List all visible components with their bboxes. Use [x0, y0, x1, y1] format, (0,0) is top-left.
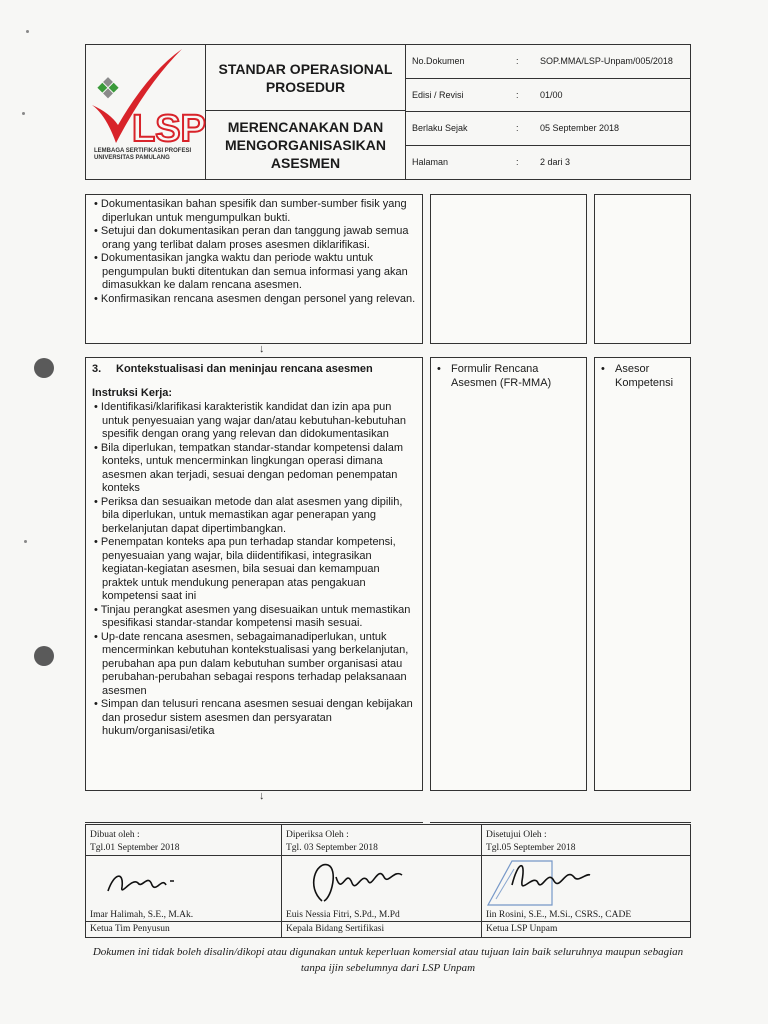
list-item: • Identifikasi/klarifikasi karakteristik kandidat dan izin apa pun untuk penyesuaian yang wajar dan/atau kebutuhan-kebutuhan spesifik dengan orang yang relevan dan didokumentasikan [92, 401, 416, 442]
signature-approved-by: Disetujui Oleh : Tgl.05 September 2018 Iin Rosini, S.E., M.Si., CSRS., CADE Ketua LSP Unpam [482, 825, 690, 937]
flow-arrow: ↓ [259, 790, 265, 802]
step-3-responsible-box: • Asesor Kompetensi [594, 357, 691, 791]
prev-responsible-box [594, 194, 691, 344]
meta-row-effective-date: Berlaku Sejak : 05 September 2018 [406, 112, 691, 146]
stamp-and-signature [482, 855, 602, 911]
list-item: • Simpan dan telusuri rencana asesmen sesuai dengan kebijakan dan prosedur sistem asesmen dan persyaratan hukum/organisasi/etika [92, 698, 416, 739]
list-item: • Periksa dan sesuaikan metode dan alat asesmen yang dipilih, bila diperlukan, untuk memastikan agar penerapan yang berkelanjutan dapat dipertimbangkan. [92, 496, 416, 537]
signature-prepared-by: Dibuat oleh : Tgl.01 September 2018 Imar Halimah, S.E., M.Ak. Ketua Tim Penyusun [86, 825, 282, 937]
meta-row-edition: Edisi / Revisi : 01/00 [406, 79, 691, 113]
scan-speck [26, 30, 29, 33]
punch-hole [34, 646, 54, 666]
logo-caption: LEMBAGA SERTIFIKASI PROFESI UNIVERSITAS PAMULANG [94, 148, 192, 161]
meta-row-page: Halaman : 2 dari 3 [412, 157, 571, 168]
svg-text:LSP: LSP [132, 108, 206, 149]
signature-image [302, 857, 412, 907]
list-item: • Dokumentasikan bahan spesifik dan sumber-sumber fisik yang diperlukan untuk mengumpulkan bukti. [92, 198, 416, 225]
list-item: • Penempatan konteks apa pun terhadap standar kompetensi, penyesuaian yang wajar, bila diidentifikasi, integrasikan kegiatan-kegiatan asesmen, bila sesuai dan kemampuan praktek untuk mendukung penerapan atas pengakuan kompetensi saat ini [92, 536, 416, 604]
list-item: • Setujui dan dokumentasikan peran dan tanggung jawab semua orang yang terlibat dalam proses asesmen diklarifikasi. [92, 225, 416, 252]
lsp-logo-mark [86, 45, 206, 149]
list-item: • Tinjau perangkat asesmen yang disesuaikan untuk memastikan spesifikasi standar-standar kompetensi masih sesuai. [92, 604, 416, 631]
document-type-title: STANDAR OPERASIONAL PROSEDUR [206, 45, 405, 111]
list-item: • Konfirmasikan rencana asesmen dengan personel yang relevan. [92, 293, 416, 307]
document-meta [406, 45, 691, 179]
signature-image [104, 863, 184, 903]
document-header [85, 44, 691, 180]
step-3-box [85, 357, 423, 791]
meta-row-document-number: No.Dokumen : SOP.MMA/LSP-Unpam/005/2018 [406, 45, 691, 79]
signature-checked-by: Diperiksa Oleh : Tgl. 03 September 2018 Euis Nessia Fitri, S.Pd., M.Pd Kepala Bidang Sertifikasi [282, 825, 482, 937]
prev-form-box [430, 194, 587, 344]
flow-arrow: ↓ [259, 343, 265, 355]
scan-speck [24, 540, 27, 543]
scan-speck [22, 112, 25, 115]
step-3-title: 3. Kontekstualisasi dan meninjau rencana asesmen [92, 363, 373, 375]
signature-table [85, 824, 691, 938]
list-item: • Bila diperlukan, tempatkan standar-standar kompetensi dalam konteks, untuk mencerminkan lingkungan operasi dimana asesmen akan terjadi, sesuai dengan pedoman penempatan konteks [92, 442, 416, 496]
prev-step-box [85, 194, 423, 344]
form-name: Formulir Rencana Asesmen (FR-MMA) [451, 363, 552, 389]
confidentiality-notice: Dokumen ini tidak boleh disalin/dikopi atau digunakan untuk keperluan komersial atau tujuan lain baik seluruhnya maupun sebagian tanpa ijin sebelumnya dari LSP Unpam [92, 946, 684, 974]
lsp-logo [86, 45, 206, 179]
divider [85, 822, 423, 823]
punch-hole [34, 358, 54, 378]
instruction-label: Instruksi Kerja: [92, 386, 173, 399]
procedure-title: MERENCANAKAN DAN MENGORGANISASIKAN ASESMEN [224, 119, 386, 171]
header-titles [206, 45, 406, 179]
list-item: • Up-date rencana asesmen, sebagaimanadiperlukan, untuk mencerminkan kebutuhan kontekstualisasi yang berkelanjutan, perubahan apa pun dalam kebutuhan sumber organisasi atau perubahan-perubahan sebagai respons terhadap pelaksanaan asesmen [92, 631, 416, 699]
divider [430, 822, 691, 823]
step-3-form-box: • Formulir Rencana Asesmen (FR-MMA) [430, 357, 587, 791]
responsible-party: Asesor Kompetensi [615, 363, 674, 389]
list-item: • Dokumentasikan jangka waktu dan periode waktu untuk pengumpulan bukti ditentukan dan semua informasi yang akan dimasukkan ke dalam rencana asesmen. [92, 252, 416, 293]
